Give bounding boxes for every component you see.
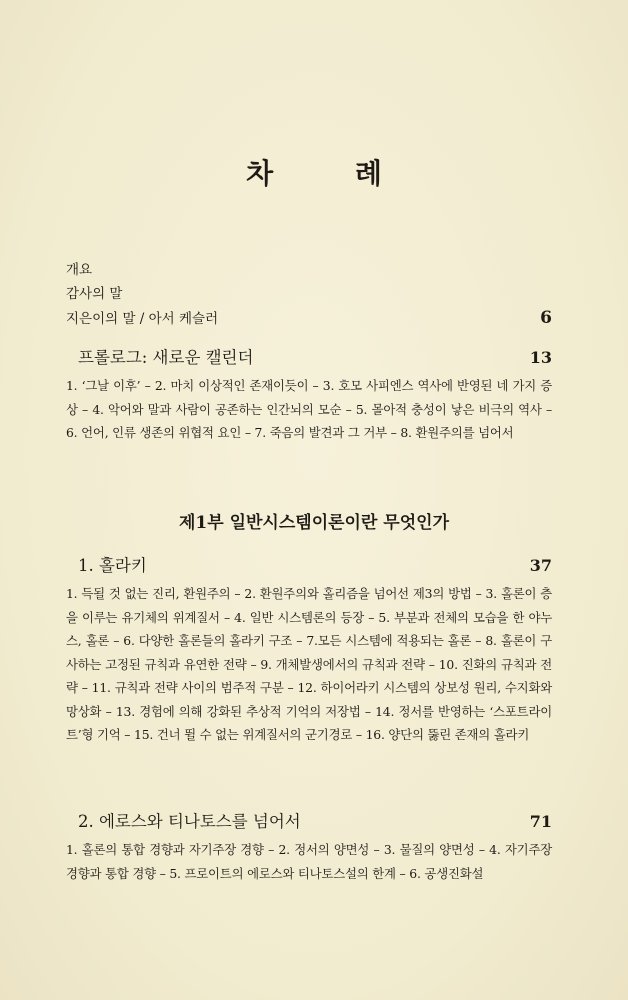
prologue-title: 프롤로그: 새로운 캘린더 (78, 348, 254, 367)
chapter-2-contents: 1. 홀론의 통합 경향과 자기주장 경향 – 2. 정서의 양면성 – 3. 물질의 양면성 – 4. 자기주장 경향과 통합 경향 – 5. 프로이트의 에로스와 티나토스설의 한계 – 6. 공생진화설 (66, 842, 552, 881)
page-title: 차 례 (246, 157, 418, 190)
prologue-section (66, 344, 552, 445)
chapter-1-contents: 1. 득될 것 없는 진리, 환원주의 – 2. 환원주의와 홀리즘을 넘어선 제3의 방법 – 3. 홀론이 층을 이루는 유기체의 위계질서 – 4. 일반 시스템론의 등장 – 5. 부분과 전체의 모습을 한 야누스, 홀론 – 6. 다양한 홀론들의 홀라키 구조 – 7.모든 시스템에 적용되는 홀론 – 8. 홀론이 구사하는 고정된 규칙과 유연한 전략 – 9. 개체발생에서의 규칙과 전략 – 10. 진화의 규칙과 전략 – 11. 규칙과 전략 사이의 범주적 구분 – 12. 하이어라키 시스템의 상보성 원리, 수지화와 망상화 – 13. 경험에 의해 강화된 추상적 기억의 저장법 – 14. 정서를 반영하는 ‘스포트라이트’형 기억 – 15. 건너 뛸 수 없는 위계질서의 군기경로 – 16. 양단의 뚫린 존재의 홀라키 (66, 586, 552, 742)
chapter-1-page: 37 (529, 556, 552, 575)
front-matter-list (66, 258, 552, 331)
front-matter-label: 감사의 말 (66, 286, 123, 302)
part-1-title: 제1부 일반시스템이론이란 무엇인가 (179, 513, 449, 533)
chapter-2-section (66, 808, 552, 885)
chapter-2-heading (66, 808, 552, 832)
chapter-1-title: 1. 홀라키 (78, 556, 147, 575)
chapter-2-title: 2. 에로스와 티나토스를 넘어서 (78, 812, 301, 831)
prologue-contents: 1. ‘그날 이후’ – 2. 마치 이상적인 존재이듯이 – 3. 호모 사피엔스 역사에 반영된 네 가지 증상 – 4. 악어와 말과 사람이 공존하는 인간뇌의 모순 – 5. 몰아적 충성이 낳은 비극의 역사 – 6. 언어, 인류 생존의 위협적 요인 – 7. 죽음의 발견과 그 거부 – 8. 환원주의를 넘어서 (66, 378, 552, 440)
front-matter-item (66, 306, 552, 331)
front-matter-label: 개요 (66, 262, 93, 278)
front-matter-page: 6 (540, 308, 552, 328)
chapter-1-section (66, 552, 552, 747)
front-matter-label: 지은이의 말 / 아서 케슬러 (66, 311, 219, 327)
prologue-page: 13 (529, 348, 552, 367)
front-matter-item (66, 258, 552, 282)
front-matter-item (66, 282, 552, 306)
chapter-2-page: 71 (529, 812, 552, 831)
prologue-heading (66, 344, 552, 368)
chapter-1-heading (66, 552, 552, 576)
